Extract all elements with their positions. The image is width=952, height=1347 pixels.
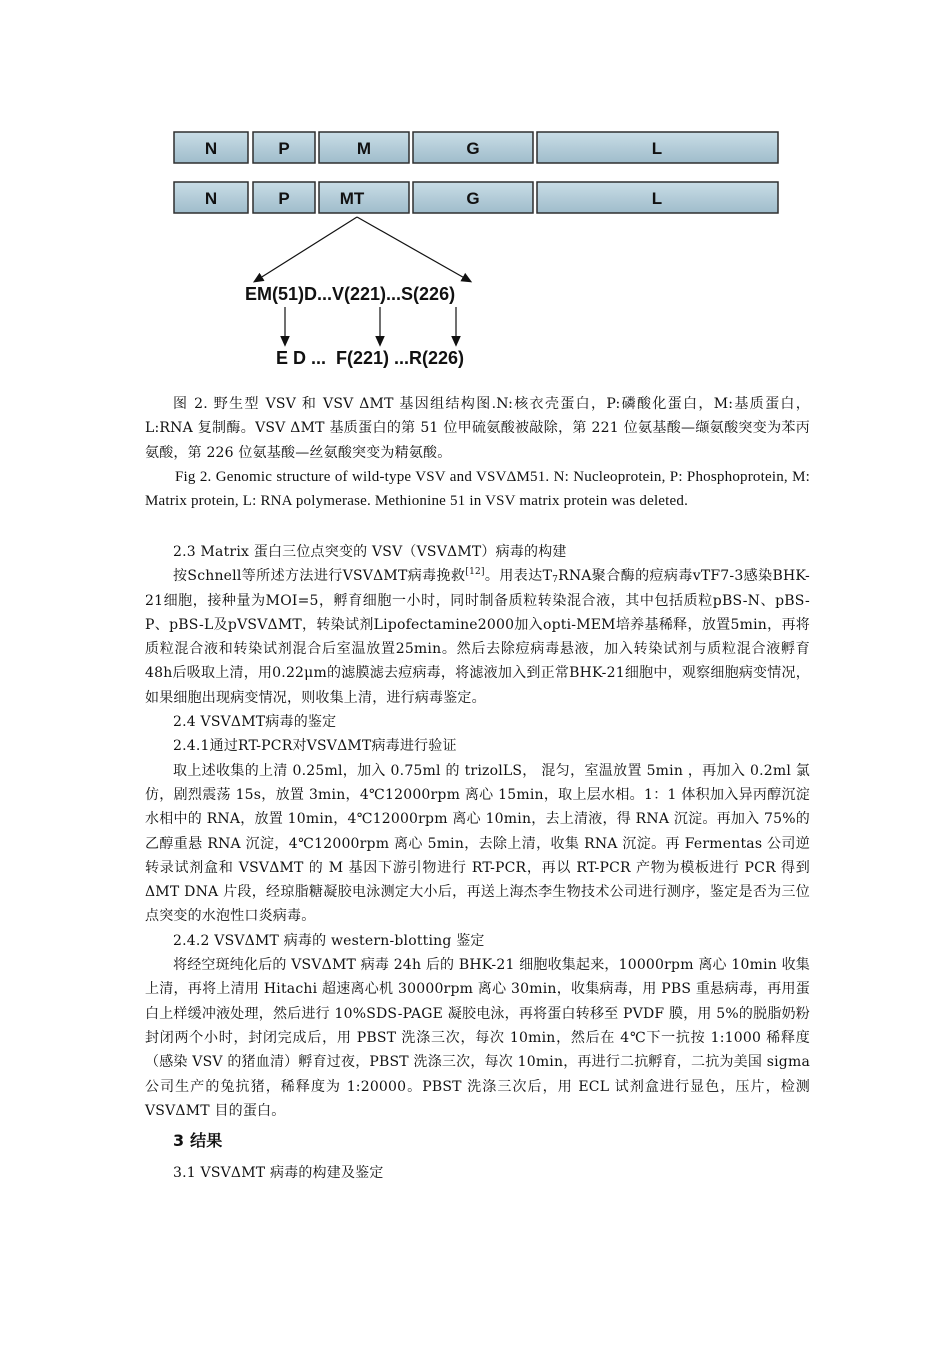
section-2-4-2-paragraph: 将经空斑纯化后的 VSVΔMT 病毒 24h 后的 BHK-21 细胞收集起来，10000rpm 离心 10min 收集上清，再将上清用 Hitachi 超速离心机 30000rpm 离心 30min，收集病毒，用 PBS 重悬病毒，再用蛋白上样缓冲液处理，然后进行 10%SDS-PAGE 凝胶电泳，再将蛋白转移至 PVDF 膜，用 5%的脱脂奶粉封闭两个小时，封闭完成后，用 PBST 洗涤三次，每次 10min，然后在 4℃下一抗按 1:1000 稀释度（感染 VSV 的猪血清）孵育过夜，PBST 洗涤三次，每次 10min，再进行二抗孵育，二抗为美国 sigma 公司生产的兔抗猪，稀释度为 1:20000。PBST 洗涤三次后，用 ECL 试剂盒进行显色，压片，检测 VSVΔMT 目的蛋白。 — [145, 957, 811, 1119]
body-text — [145, 540, 810, 1186]
gene-label-mt-mt: MT — [339, 189, 365, 208]
section-2-4-1-paragraph: 取上述收集的上清 0.25ml，加入 0.75ml 的 trizolLS， 混匀，室温放置 5min ，再加入 0.2ml 氯仿，剧烈震荡 15s，放置 3min，4℃12000rpm 离心 15min，取上层水相。1：1 体积加入异丙醇沉淀水相中的 RNA，放置 10min，4℃12000rpm 离心 10min，去上清液，得 RNA 沉淀。再加入 75%的乙醇重悬 RNA 沉淀，4℃12000rpm 离心 5min，去除上清，收集 RNA 沉淀。再 Fermentas 公司逆转录试剂盒和 VSVΔMT 的 M 基因下游引物进行 RT-PCR，再以 RT-PCR 产物为模板进行 PCR 得到ΔMT DNA 片段，经琼脂糖凝胶电泳测定大小后，再送上海杰李生物技术公司进行测序，鉴定是否为三位点突变的水泡性口炎病毒。 — [145, 762, 810, 925]
section-3-1-heading: 3.1 VSVΔMT 病毒的构建及鉴定 — [173, 1165, 384, 1182]
t7-subscript: 7 — [552, 575, 559, 586]
para-2-3-part-c: RNA聚合酶的痘病毒vTF7-3感染BHK-21细胞，接种量为MOI=5，孵育细胞一小时，同时制备质粒转染混合液，其中包括质粒pBS-N、pBS-P、pBS-L及pVSVΔMT，转染试剂Lipofectamine2000加入opti-MEM培养基稀释，放置5min，再将质粒混合液和转染试剂混合后室温放置25min。然后去除痘病毒悬液，加入转染试剂与质粒混合液孵育48h后吸取上清，用0.22μm的滤膜滤去痘病毒，将滤液加入到正常BHK-21细胞中，观察细胞病变情况，如果细胞出现病变情况，则收集上清，进行病毒鉴定。 — [145, 568, 810, 706]
citation-ref: [12] — [465, 567, 485, 578]
wild-type-genome-row — [174, 132, 778, 163]
mutation-sites-wt: EM(51)D...V(221)...S(226) — [245, 284, 456, 304]
figure-caption-en: Fig 2. Genomic structure of wild-type VSV and VSVΔM51. N: Nucleoprotein, P: Phosphoprotein, M: Matrix protein, L: RNA polymerase. Methionine 51 in VSV matrix protein was deleted. — [145, 468, 810, 510]
genome-structure-figure — [0, 0, 952, 380]
gene-label-m-wt: M — [356, 139, 372, 158]
mutant-genome-row — [174, 182, 778, 213]
para-2-3-part-b: 。用表达T — [484, 568, 553, 585]
section-2-4-heading: 2.4 VSVΔMT病毒的鉴定 — [173, 714, 337, 731]
expand-line-right — [357, 217, 468, 280]
mutation-sites-mt: E D ... F(221) ...R(226) — [276, 348, 465, 368]
para-2-3-part-a: 按Schnell等所述方法进行VSVΔMT病毒挽救 — [173, 568, 466, 585]
gene-label-l-wt: L — [651, 139, 663, 158]
caption-block — [145, 392, 810, 513]
gene-label-l-mt: L — [651, 189, 663, 208]
gene-label-n-mt: N — [204, 189, 218, 208]
gene-label-n-wt: N — [204, 139, 218, 158]
section-2-4-2-heading: 2.4.2 VSVΔMT 病毒的 western-blotting 鉴定 — [173, 932, 485, 949]
section-2-3-paragraph — [145, 564, 810, 710]
section-3-heading: 3 结果 — [173, 1131, 223, 1151]
gene-label-g-mt: G — [466, 189, 480, 208]
expand-line-left — [257, 217, 357, 280]
gene-label-p-wt: P — [278, 139, 290, 158]
figure-caption-cn: 图 2. 野生型 VSV 和 VSV ΔMT 基因组结构图.N:核衣壳蛋白，P:磷酸化蛋白，M:基质蛋白，L:RNA 复制酶。VSV ΔMT 基质蛋白的第 51 位甲硫氨酸被敲除，第 221 位氨基酸—缬氨酸突变为苯丙氨酸，第 226 位氨基酸—丝氨酸突变为精氨酸。 — [145, 396, 810, 461]
gene-label-p-mt: P — [278, 189, 290, 208]
gene-label-g-wt: G — [466, 139, 480, 158]
section-2-4-1-heading: 2.4.1通过RT-PCR对VSVΔMT病毒进行验证 — [173, 738, 457, 755]
section-2-3-heading: 2.3 Matrix 蛋白三位点突变的 VSV（VSVΔMT）病毒的构建 — [173, 544, 567, 560]
